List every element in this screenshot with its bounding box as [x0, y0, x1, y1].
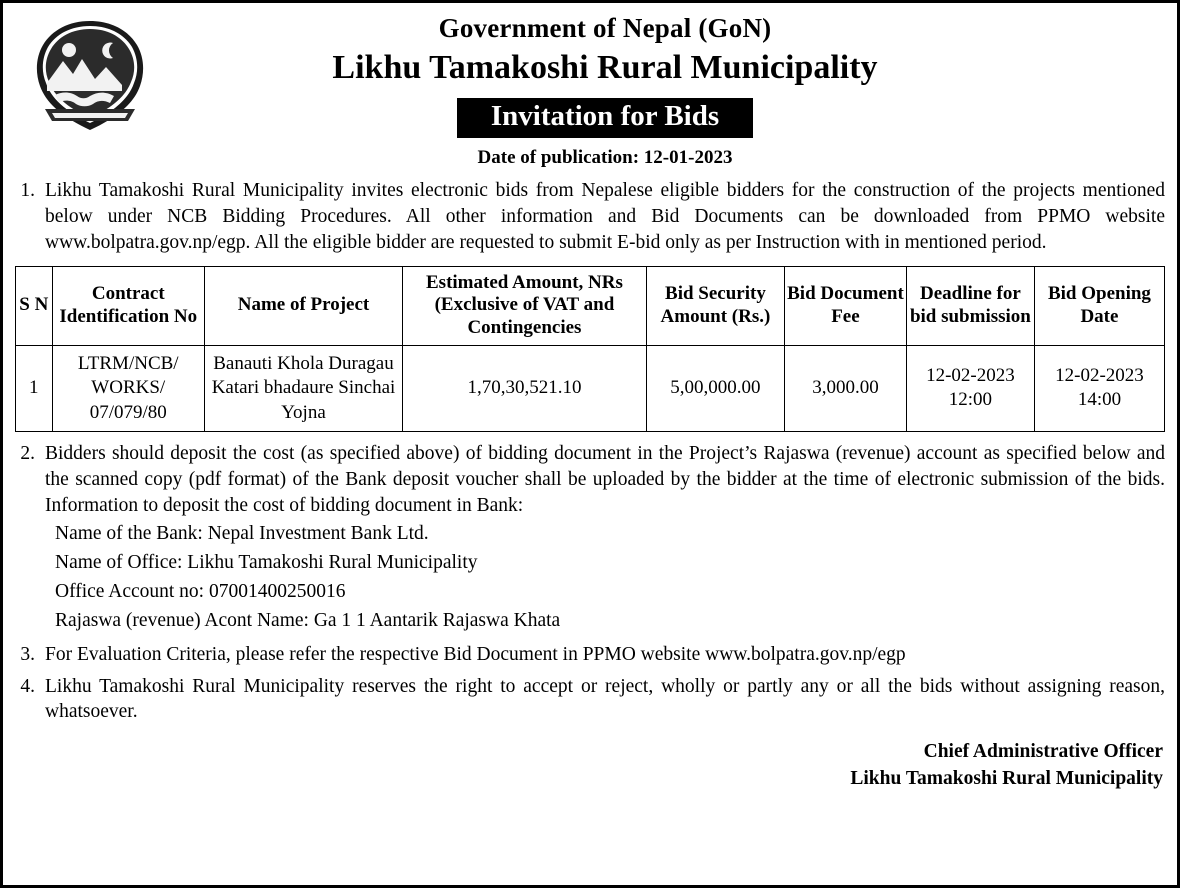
municipality-line: Likhu Tamakoshi Rural Municipality: [332, 49, 878, 87]
cell-sn: 1: [16, 345, 53, 431]
clause-4-number: 4.: [20, 675, 35, 697]
clause-3-number: 3.: [20, 643, 35, 665]
table-row: [16, 345, 1165, 431]
cell-deadline: 12-02-2023 12:00: [906, 345, 1034, 431]
clause-1: [15, 178, 1165, 256]
office-account-line: Office Account no: 07001400250016: [55, 581, 346, 603]
clause-2-text: Bidders should deposit the cost (as specified above) of bidding document in the Project’s Rajaswa (revenue) account as specified below and the scanned copy (pdf format) of the Bank deposit voucher shall be uploaded by the bidder at the time of electronic submission of the bids. Information to deposit the cost of bidding document in Bank:: [45, 442, 1165, 516]
cell-bid-security: 5,00,000.00: [646, 345, 784, 431]
signature-block: [15, 739, 1165, 792]
header-deadline: Deadline for bid submission: [906, 266, 1034, 345]
header-contract-id: Contract Identification No: [52, 266, 204, 345]
document-header: [15, 9, 1165, 169]
cell-contract-id: LTRM/NCB/ WORKS/ 07/079/80: [52, 345, 204, 431]
header-bid-document-fee: Bid Document Fee: [785, 266, 907, 345]
office-name-line: Name of Office: Likhu Tamakoshi Rural Municipality: [55, 551, 478, 573]
publication-date: Date of publication: 12-01-2023: [477, 146, 733, 168]
clause-1-text: Likhu Tamakoshi Rural Municipality invites electronic bids from Nepalese eligible bidders for the construction of the projects mentioned below under NCB Bidding Procedures. All other information and Bid Documents can be downloaded from PPMO website www.bolpatra.gov.np/egp. All the eligible bidder are requested to submit E-bid only as per Instruction with in mentioned period.: [45, 179, 1165, 253]
header-sn: S N: [16, 266, 53, 345]
header-estimated-amount: Estimated Amount, NRs (Exclusive of VAT and Contingencies: [403, 266, 647, 345]
header-project-name: Name of Project: [204, 266, 402, 345]
clause-2-number: 2.: [20, 442, 35, 464]
table-header-row: [16, 266, 1165, 345]
signature-title: Chief Administrative Officer: [923, 741, 1163, 763]
bids-table: [15, 266, 1165, 432]
nepal-emblem-icon: [15, 13, 165, 135]
cell-project-name: Banauti Khola Duragau Katari bhadaure Sinchai Yojna: [204, 345, 402, 431]
clause-1-number: 1.: [20, 179, 35, 201]
cell-opening-date: 12-02-2023 14:00: [1034, 345, 1164, 431]
rajaswa-account-line: Rajaswa (revenue) Acont Name: Ga 1 1 Aantarik Rajaswa Khata: [55, 610, 561, 632]
cell-estimated-amount: 1,70,30,521.10: [403, 345, 647, 431]
clause-3: [15, 642, 1165, 668]
cell-bid-document-fee: 3,000.00: [785, 345, 907, 431]
bank-name-line: Name of the Bank: Nepal Investment Bank Ltd.: [55, 522, 429, 544]
clause-2: [15, 441, 1165, 519]
header-bid-security: Bid Security Amount (Rs.): [646, 266, 784, 345]
notice-title-wrap: [165, 98, 1045, 138]
header-opening-date: Bid Opening Date: [1034, 266, 1164, 345]
notice-title: Invitation for Bids: [457, 98, 753, 138]
government-line: Government of Nepal (GoN): [438, 13, 772, 43]
header-titles: [165, 13, 1165, 169]
clause-4: [15, 674, 1165, 726]
clause-4-text: Likhu Tamakoshi Rural Municipality reserves the right to accept or reject, wholly or partly any or all the bids without assigning reason, whatsoever.: [45, 675, 1165, 723]
signature-office: Likhu Tamakoshi Rural Municipality: [850, 767, 1163, 789]
clause-3-text: For Evaluation Criteria, please refer the respective Bid Document in PPMO website www.bolpatra.gov.np/egp: [45, 643, 906, 665]
